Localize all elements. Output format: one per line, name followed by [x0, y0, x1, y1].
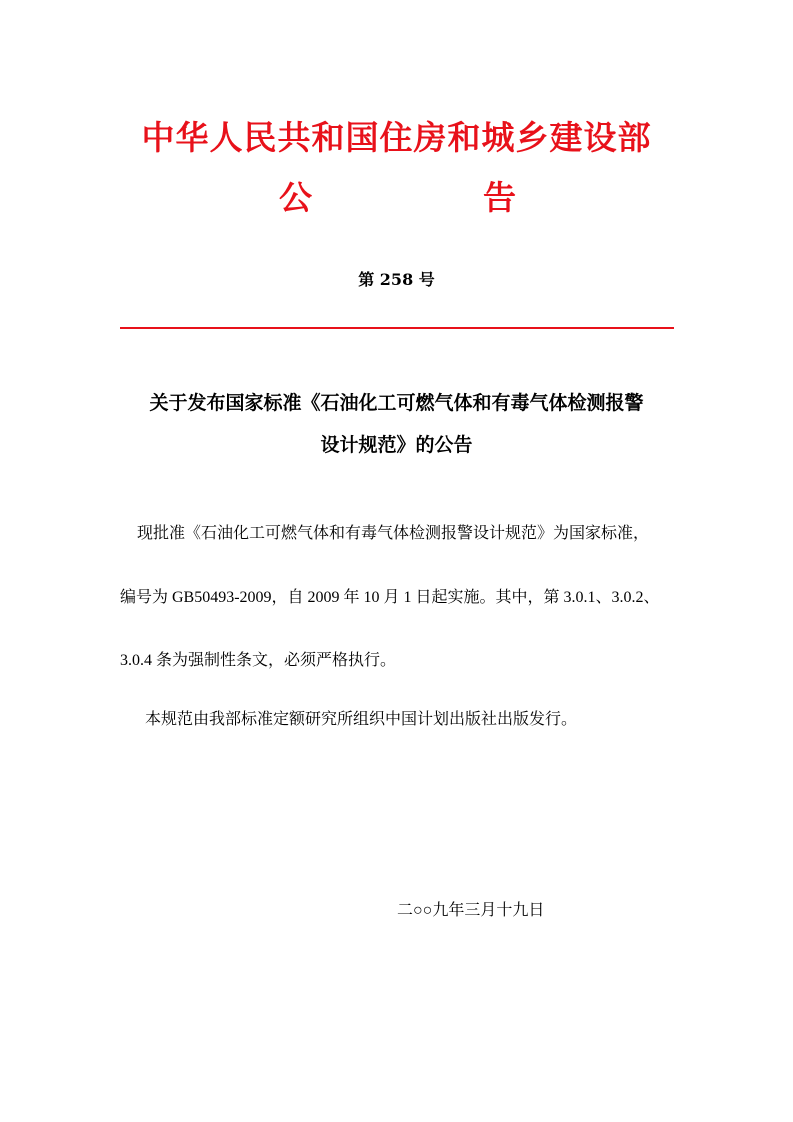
red-divider-line — [120, 327, 674, 329]
body-line-1: 现批准《石油化工可燃气体和有毒气体检测报警设计规范》为国家标准， — [137, 525, 650, 542]
issue-date: 二○○九年三月十九日 — [397, 902, 545, 919]
body-line-4: 本规范由我部标准定额研究所组织中国计划出版社出版发行。 — [145, 711, 578, 728]
announcement-subject — [110, 382, 683, 466]
subject-line-2: 设计规范》的公告 — [320, 434, 473, 456]
body-line-2: 编号为 GB50493-2009，自 2009 年 10 月 1 日起实施。其中，第 3.0.1、3.0.2、 — [120, 589, 660, 606]
subject-line-1: 关于发布国家标准《石油化工可燃气体和有毒气体检测报警 — [149, 392, 644, 414]
body-line-3: 3.0.4 条为强制性条文，必须严格执行。 — [120, 652, 397, 669]
issuing-organization-title: 中华人民共和国住房和城乡建设部 — [141, 118, 652, 157]
notice-heading-right: 告 — [483, 178, 516, 217]
number-value: 258 — [379, 270, 414, 289]
number-prefix: 第 — [358, 270, 375, 289]
number-suffix: 号 — [418, 270, 435, 289]
announcement-number — [0, 268, 793, 292]
notice-heading-left: 公 — [279, 178, 312, 217]
